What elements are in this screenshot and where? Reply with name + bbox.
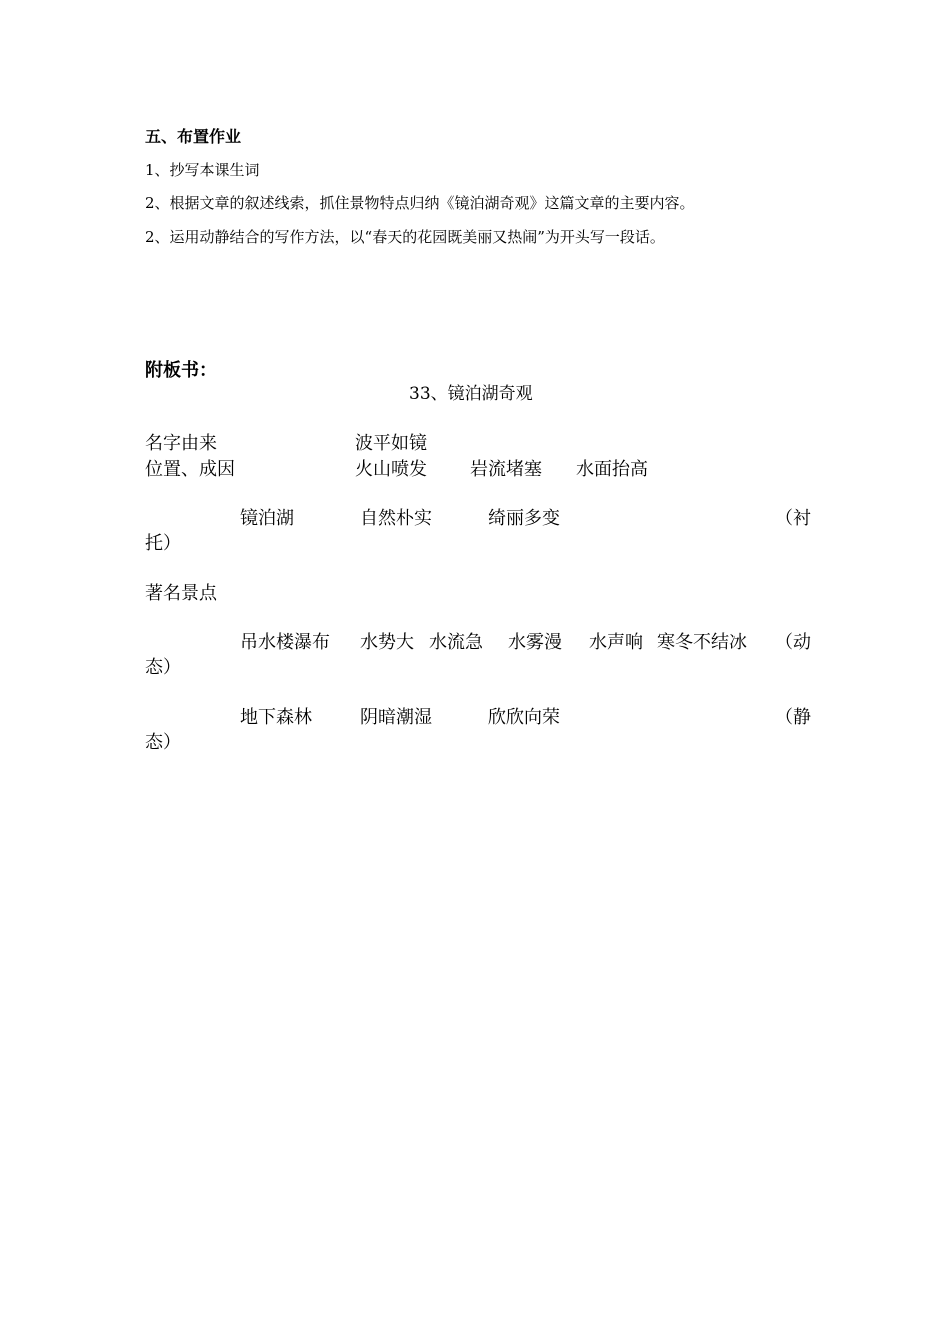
waterfall-note-end: 态） <box>145 657 181 678</box>
lake-label: 镜泊湖 <box>240 508 294 529</box>
forest-value-1: 阴暗潮湿 <box>360 707 432 728</box>
location-value-1: 火山喷发 <box>355 459 427 480</box>
waterfall-label: 吊水楼瀑布 <box>240 632 330 653</box>
lake-value-1: 自然朴实 <box>360 508 432 529</box>
homework-item-3: 2、运用动静结合的写作方法，以“春天的花园既美丽又热闹”为开头写一段话。 <box>145 228 665 246</box>
homework-item-1: 1、抄写本课生词 <box>145 161 260 179</box>
waterfall-value-3: 水雾漫 <box>508 632 562 653</box>
lake-value-2: 绮丽多变 <box>488 508 560 529</box>
board-heading: 附板书： <box>145 360 217 381</box>
homework-item-2: 2、根据文章的叙述线索，抓住景物特点归纳《镜泊湖奇观》这篇文章的主要内容。 <box>145 194 695 212</box>
forest-label: 地下森林 <box>240 707 312 728</box>
waterfall-value-4: 水声响 <box>589 632 643 653</box>
board-title: 33、镜泊湖奇观 <box>409 384 533 404</box>
spots-label: 著名景点 <box>145 583 217 604</box>
forest-value-2: 欣欣向荣 <box>488 707 560 728</box>
location-value-3: 水面抬高 <box>576 459 648 480</box>
waterfall-value-1: 水势大 <box>360 632 414 653</box>
location-label: 位置、成因 <box>145 459 235 480</box>
waterfall-note-start: （动 <box>775 632 811 653</box>
waterfall-value-5: 寒冬不结冰 <box>657 632 747 653</box>
forest-note-start: （静 <box>775 707 811 728</box>
name-origin-value: 波平如镜 <box>355 433 427 454</box>
lake-note-end: 托） <box>145 533 181 554</box>
homework-heading: 五、布置作业 <box>145 127 242 146</box>
waterfall-value-2: 水流急 <box>429 632 483 653</box>
name-origin-label: 名字由来 <box>145 433 217 454</box>
forest-note-end: 态） <box>145 732 181 753</box>
lake-note-start: （衬 <box>775 508 811 529</box>
location-value-2: 岩流堵塞 <box>470 459 542 480</box>
